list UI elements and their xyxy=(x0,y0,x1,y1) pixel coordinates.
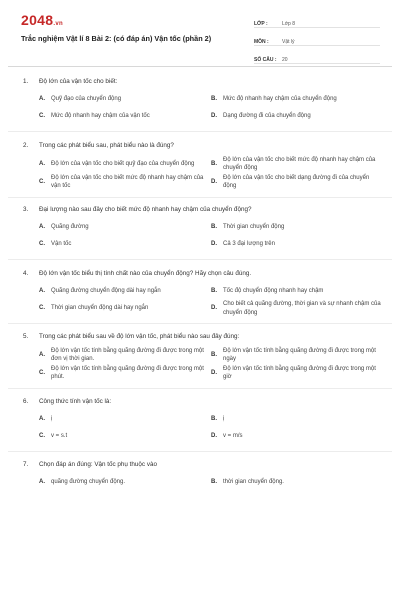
meta-label: LỚP : xyxy=(254,21,268,27)
option-letter: D. xyxy=(211,113,217,120)
option-text: Độ lớn vận tốc tính bằng quãng đường đi được trong một giờ xyxy=(223,365,376,380)
question-text-row xyxy=(23,78,378,86)
question-text-row xyxy=(23,398,378,406)
option-text: Độ lớn của vận tốc cho biết quỹ đạo của chuyển động xyxy=(51,160,195,167)
logo-suffix: .vn xyxy=(53,21,63,27)
meta-label: MÔN : xyxy=(254,39,269,45)
meta-value: Lớp 8 xyxy=(282,21,296,27)
option-letter: A. xyxy=(39,96,45,103)
option-text: Độ lớn của vận tốc cho biết dạng đường đi của chuyển động xyxy=(223,174,370,189)
option-text: Quãng đường chuyển động dài hay ngắn xyxy=(51,288,161,295)
answer-option[interactable] xyxy=(39,155,211,173)
question-text: Chọn đáp án đúng: Vận tốc phụ thuộc vào xyxy=(39,461,157,468)
question-text-row xyxy=(23,142,378,150)
answer-option[interactable] xyxy=(211,283,383,300)
option-text: Mức độ nhanh hay chậm của chuyển động xyxy=(223,96,337,103)
question-text: Đại lượng nào sau đây cho biết mức độ nhanh hay chậm của chuyển động? xyxy=(39,206,252,213)
option-letter: B. xyxy=(211,479,217,486)
meta-label: SỐ CÂU : xyxy=(254,57,277,63)
meta-value: Vật lý xyxy=(282,39,295,45)
question-text-row xyxy=(23,333,378,341)
question-text-row xyxy=(23,461,378,469)
answer-option[interactable] xyxy=(211,364,383,382)
option-letter: D. xyxy=(211,241,217,248)
option-letter: C. xyxy=(39,178,45,185)
option-letter: A. xyxy=(39,288,45,295)
option-text: thời gian chuyển động. xyxy=(223,479,284,486)
question-divider xyxy=(8,451,392,452)
meta-count-row xyxy=(254,50,380,64)
option-letter: D. xyxy=(211,369,217,376)
answer-options xyxy=(39,283,381,317)
question-number: 7. xyxy=(23,461,29,468)
answer-options xyxy=(39,155,378,191)
answer-option[interactable] xyxy=(211,236,383,253)
option-text: ị xyxy=(223,416,225,423)
header-divider xyxy=(8,66,392,67)
answer-option[interactable] xyxy=(211,108,383,125)
question-list xyxy=(0,78,400,491)
question-number: 2. xyxy=(23,142,29,149)
option-letter: D. xyxy=(211,178,217,185)
answer-option[interactable] xyxy=(211,219,383,236)
option-letter: A. xyxy=(39,479,45,486)
answer-option[interactable] xyxy=(39,108,211,125)
answer-option[interactable] xyxy=(39,300,211,317)
answer-option[interactable] xyxy=(39,428,211,445)
option-letter: D. xyxy=(211,305,217,312)
answer-options xyxy=(39,411,378,445)
question-divider xyxy=(8,323,392,324)
option-text: Quãng đường xyxy=(51,224,89,231)
meta-subject-row xyxy=(254,32,380,46)
option-letter: C. xyxy=(39,113,45,120)
question-number: 5. xyxy=(23,333,29,340)
option-text: Mức độ nhanh hay chậm của vận tốc xyxy=(51,113,150,120)
meta-value: 20 xyxy=(282,57,288,63)
option-letter: B. xyxy=(211,288,217,295)
option-letter: C. xyxy=(39,305,45,312)
option-text: Cho biết cả quãng đường, thời gian và sự nhanh chậm của chuyển động xyxy=(223,301,381,316)
site-logo[interactable] xyxy=(21,12,63,28)
option-letter: A. xyxy=(39,160,45,167)
page-title: Trắc nghiệm Vật lí 8 Bài 2: (có đáp án) Vận tốc (phần 2) xyxy=(21,34,212,43)
answer-option[interactable] xyxy=(39,411,211,428)
option-text: Độ lớn của vận tốc cho biết mức độ nhanh hay chậm của vận tốc xyxy=(51,174,204,189)
answer-option[interactable] xyxy=(211,346,383,364)
option-letter: B. xyxy=(211,160,217,167)
question-text: Trong các phát biểu sau, phát biểu nào là đúng? xyxy=(39,142,174,149)
quiz-meta xyxy=(254,14,380,68)
option-text: Cả 3 đại lượng trên xyxy=(223,241,275,248)
answer-option[interactable] xyxy=(211,91,383,108)
answer-option[interactable] xyxy=(211,173,383,191)
option-text: Thời gian chuyển động xyxy=(223,224,285,231)
option-letter: C. xyxy=(39,241,45,248)
question-divider xyxy=(8,131,392,132)
option-text: Độ lớn của vận tốc cho biết mức độ nhanh hay chậm của chuyển động xyxy=(223,156,376,171)
option-text: quãng đường chuyển động. xyxy=(51,479,126,486)
question-text: Độ lớn vận tốc biểu thị tính chất nào của chuyển động? Hãy chọn câu đúng. xyxy=(39,270,252,277)
question-number: 1. xyxy=(23,78,29,85)
question-item xyxy=(23,398,378,445)
answer-option[interactable] xyxy=(39,346,211,364)
meta-class-row xyxy=(254,14,380,28)
option-letter: A. xyxy=(39,416,45,423)
option-letter: B. xyxy=(211,351,217,358)
option-letter: C. xyxy=(39,433,45,440)
option-text: Vận tốc xyxy=(51,241,72,248)
answer-option[interactable] xyxy=(211,155,383,173)
option-letter: B. xyxy=(211,96,217,103)
option-text: ị xyxy=(51,416,53,423)
answer-option[interactable] xyxy=(211,428,383,445)
answer-option[interactable] xyxy=(211,474,383,491)
option-text: Dạng đường đi của chuyển động xyxy=(223,113,311,120)
answer-option[interactable] xyxy=(39,236,211,253)
answer-option[interactable] xyxy=(211,300,383,317)
answer-option[interactable] xyxy=(211,411,383,428)
answer-option[interactable] xyxy=(39,173,211,191)
option-text: Độ lớn vận tốc tính bằng quãng đường đi được trong một phút. xyxy=(51,365,204,380)
answer-option[interactable] xyxy=(39,283,211,300)
option-letter: A. xyxy=(39,351,45,358)
option-text: Quỹ đạo của chuyển động xyxy=(51,96,122,103)
option-text: v = m/s xyxy=(223,433,243,440)
option-text: Độ lớn vận tốc tính bằng quãng đường đi được trong một đơn vị thời gian. xyxy=(51,347,204,362)
answer-option[interactable] xyxy=(39,91,211,108)
option-text: Thời gian chuyển động dài hay ngắn xyxy=(51,305,149,312)
question-divider xyxy=(8,388,392,389)
answer-option[interactable] xyxy=(39,474,211,491)
question-text: Độ lớn của vận tốc cho biết: xyxy=(39,78,118,85)
option-letter: D. xyxy=(211,433,217,440)
answer-option[interactable] xyxy=(39,219,211,236)
answer-options xyxy=(39,474,378,491)
question-number: 3. xyxy=(23,206,29,213)
option-letter: B. xyxy=(211,224,217,231)
answer-option[interactable] xyxy=(39,364,211,382)
question-item xyxy=(23,78,378,125)
page-header xyxy=(0,0,400,64)
question-divider xyxy=(8,197,392,198)
option-letter: A. xyxy=(39,224,45,231)
option-text: Tốc độ chuyển động nhanh hay chậm xyxy=(223,288,324,295)
option-text: v = s.t xyxy=(51,433,68,440)
question-text-row xyxy=(23,270,378,278)
logo-text: 2048 xyxy=(21,12,54,28)
question-text: Công thức tính vận tốc là: xyxy=(39,398,112,405)
option-text: Độ lớn vận tốc tính bằng quãng đường đi được trong một ngày xyxy=(223,347,376,362)
answer-options xyxy=(39,219,378,253)
question-item xyxy=(23,206,378,253)
question-number: 6. xyxy=(23,398,29,405)
question-divider xyxy=(8,259,392,260)
answer-options xyxy=(39,346,378,382)
option-letter: B. xyxy=(211,416,217,423)
question-text: Trong các phát biểu sau về độ lớn vận tốc, phát biểu nào sau đây đúng: xyxy=(39,333,240,340)
question-item xyxy=(23,270,381,317)
question-item xyxy=(23,333,378,382)
option-letter: C. xyxy=(39,369,45,376)
answer-options xyxy=(39,91,378,125)
question-item xyxy=(23,142,378,191)
question-item xyxy=(23,461,378,491)
question-text-row xyxy=(23,206,378,214)
question-number: 4. xyxy=(23,270,29,277)
